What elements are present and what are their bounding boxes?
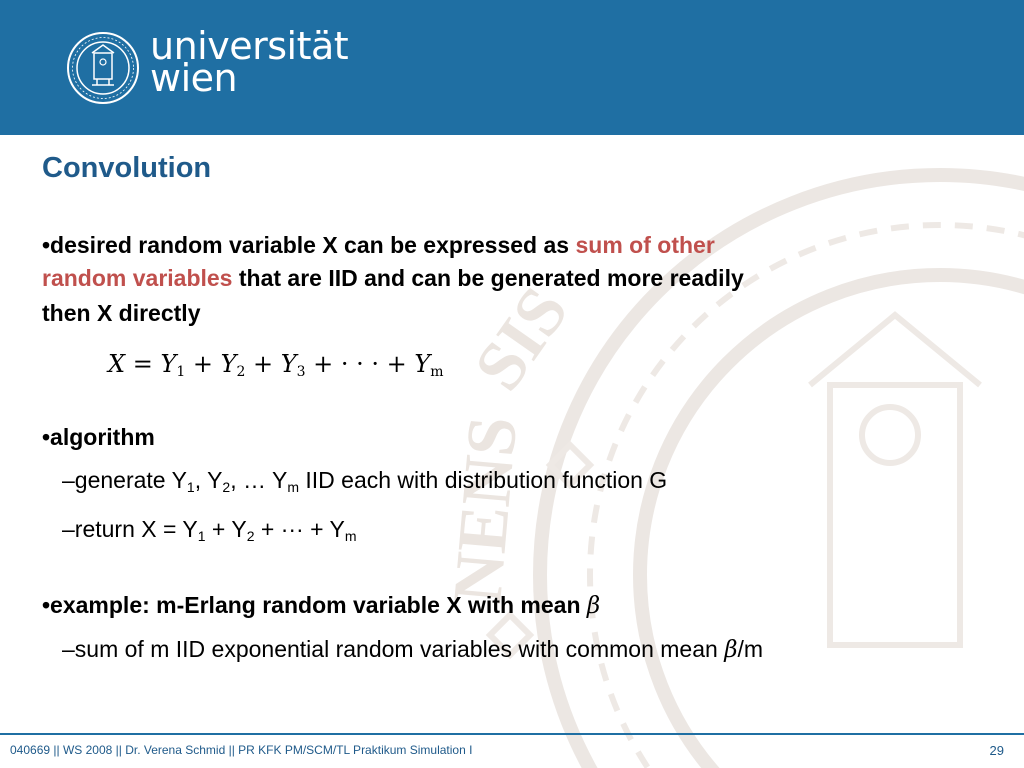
return-text-b: + Y	[205, 516, 247, 542]
seal-watermark-icon	[430, 135, 1024, 768]
university-seal-icon	[66, 31, 140, 105]
sub-bullet-sum	[62, 636, 763, 663]
example-text: •example: m-Erlang random variable X with mean	[42, 592, 587, 618]
generate-sub-m: m	[287, 479, 299, 495]
generate-text-c: , … Y	[230, 467, 288, 493]
formula-y1: Y	[160, 350, 177, 378]
sub-bullet-generate	[62, 467, 667, 494]
formula-sub-2: 2	[236, 364, 246, 380]
bullet-desired-suffix: that are IID and can be generated more readily	[232, 265, 744, 291]
slide-title: Convolution	[42, 152, 212, 184]
example-beta: β	[586, 593, 601, 619]
formula-plus-1: +	[185, 350, 221, 378]
formula-sub-3: 3	[296, 364, 306, 380]
bullet-desired-line-1	[42, 232, 715, 259]
sub-bullet-return	[62, 516, 356, 543]
bullet-desired-highlight-1: sum of other	[575, 232, 715, 258]
formula-x: X	[108, 350, 126, 378]
svg-text:SIS: SIS	[460, 273, 584, 405]
bullet-desired-line-3: then X directly	[42, 300, 201, 326]
bullet-desired-highlight-2: random variables	[42, 265, 233, 291]
sum-text: –sum of m IID exponential random variables with common mean	[62, 636, 725, 662]
logo-line-1: universität	[150, 24, 349, 68]
return-text-a: –return X = Y	[62, 516, 198, 542]
formula-sub-m: m	[430, 364, 444, 380]
svg-text:NENS: NENS	[439, 413, 533, 607]
formula-y3: Y	[280, 350, 297, 378]
formula-equals: =	[125, 350, 161, 378]
sum-suffix: /m	[737, 636, 764, 662]
generate-sub-1: 1	[186, 479, 195, 495]
logo-line-2: wien	[150, 56, 238, 100]
formula-ym: Y	[414, 350, 431, 378]
generate-text-d: IID each with distribution function G	[299, 467, 668, 493]
sum-beta: β	[724, 637, 738, 663]
generate-text-b: , Y	[194, 467, 223, 493]
formula-y2: Y	[220, 350, 237, 378]
formula-plus-2: +	[245, 350, 281, 378]
sum-formula	[108, 350, 444, 378]
bullet-desired-prefix: •desired random variable X can be expressed as	[42, 232, 576, 258]
bullet-example	[42, 592, 600, 619]
page-number: 29	[989, 743, 1004, 758]
formula-sub-1: 1	[176, 364, 186, 380]
generate-sub-2: 2	[222, 479, 231, 495]
return-sub-2: 2	[246, 528, 255, 544]
formula-dots: + · · · +	[305, 350, 415, 378]
footer-divider	[0, 733, 1024, 735]
bullet-desired-line-2	[42, 265, 744, 292]
return-text-c: + ··· + Y	[254, 516, 345, 542]
return-sub-1: 1	[197, 528, 206, 544]
footer-text: 040669 || WS 2008 || Dr. Verena Schmid || PR KFK PM/SCM/TL Praktikum Simulation I	[10, 743, 473, 757]
return-sub-m: m	[344, 528, 357, 544]
generate-text-a: –generate Y	[62, 467, 187, 493]
bullet-algorithm: •algorithm	[42, 424, 155, 450]
university-logo-wordmark	[150, 24, 349, 100]
header-bar	[0, 0, 1024, 135]
